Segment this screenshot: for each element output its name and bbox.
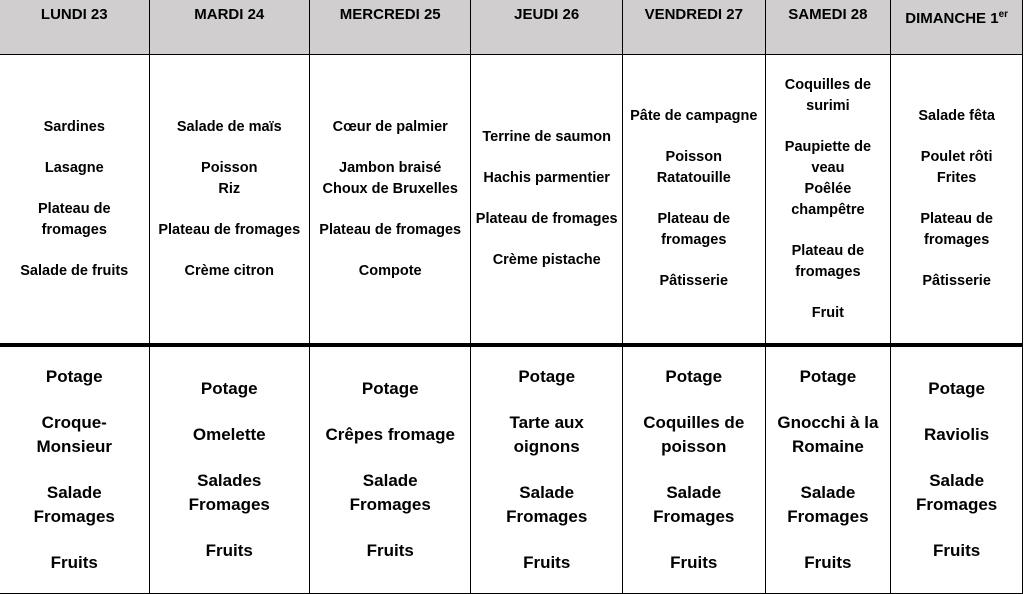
dinner-dish: Potage — [799, 367, 857, 386]
dinner-dish: Fruits — [804, 553, 852, 572]
lunch-cell — [765, 55, 891, 346]
lunch-dish: Plateau de fromages — [920, 211, 993, 248]
lunch-dish: Plateau de fromages — [319, 221, 462, 238]
dinner-dish: Potage — [200, 379, 258, 398]
lunch-dish: Cœur de palmier — [332, 118, 448, 135]
dinner-dish: Fruits — [50, 553, 98, 572]
lunch-dish: Plateau de fromages — [38, 200, 111, 238]
lunch-dish: Fruit — [811, 304, 845, 321]
lunch-dish: Paupiette de veau Poêlée champêtre — [784, 138, 872, 218]
lunch-row — [0, 55, 1023, 346]
dinner-dish: Salade Fromages — [349, 471, 431, 514]
day-label: DIMANCHE 1 — [905, 10, 999, 27]
dinner-dish: Coquilles de poisson — [643, 413, 745, 456]
lunch-dish: Plateau de fromages — [158, 221, 301, 238]
dinner-dish: Fruits — [366, 541, 414, 560]
dinner-dish: Salade Fromages — [787, 483, 869, 526]
dinner-dish: Salade Fromages — [506, 483, 588, 526]
day-label: LUNDI 23 — [40, 6, 108, 23]
day-label-suffix: er — [998, 9, 1009, 20]
dinner-dish: Fruits — [205, 541, 253, 560]
day-header — [309, 0, 470, 55]
dinner-dish: Salade Fromages — [916, 471, 998, 514]
lunch-dish: Poulet rôti Frites — [920, 149, 993, 186]
dinner-dish: Gnocchi à la Romaine — [777, 413, 879, 456]
dinner-cell — [891, 345, 1023, 594]
lunch-cell — [0, 55, 149, 346]
day-label: VENDREDI 27 — [644, 6, 743, 23]
day-label: MERCREDI 25 — [339, 6, 441, 23]
dinner-cell — [309, 345, 470, 594]
day-header — [0, 0, 149, 55]
lunch-cell — [149, 55, 309, 346]
lunch-dish: Crème citron — [184, 262, 274, 279]
dinner-dish: Tarte aux oignons — [509, 413, 584, 456]
lunch-dish: Pâte de campagne — [630, 108, 758, 124]
lunch-dish: Pâtisserie — [659, 273, 729, 289]
lunch-dish: Poisson Riz — [201, 159, 258, 197]
dinner-cell — [0, 345, 149, 594]
dinner-dish: Omelette — [192, 425, 266, 444]
day-header — [149, 0, 309, 55]
dinner-cell — [471, 345, 623, 594]
day-header — [471, 0, 623, 55]
lunch-dish: Hachis parmentier — [483, 170, 610, 186]
lunch-cell — [891, 55, 1023, 346]
dinner-dish: Potage — [361, 379, 419, 398]
dinner-dish: Salades Fromages — [188, 471, 270, 514]
lunch-dish: Poisson Ratatouille — [656, 149, 731, 186]
dinner-dish: Salade Fromages — [653, 483, 735, 526]
dinner-dish: Fruits — [933, 541, 981, 560]
lunch-dish: Pâtisserie — [922, 273, 991, 289]
lunch-dish: Lasagne — [44, 159, 104, 176]
lunch-dish: Terrine de saumon — [482, 129, 612, 145]
dinner-row — [0, 345, 1023, 594]
lunch-cell — [622, 55, 765, 346]
dinner-dish: Potage — [518, 367, 576, 386]
lunch-dish: Plateau de fromages — [657, 211, 731, 248]
dinner-cell — [622, 345, 765, 594]
day-header — [891, 0, 1023, 55]
dinner-dish: Crêpes fromage — [325, 425, 455, 444]
header-row — [0, 0, 1023, 55]
lunch-cell — [309, 55, 470, 346]
lunch-dish: Salade de maïs — [176, 118, 282, 135]
dinner-cell — [765, 345, 891, 594]
dinner-dish: Croque-Monsieur — [36, 413, 113, 456]
lunch-cell — [471, 55, 623, 346]
lunch-dish: Plateau de fromages — [475, 211, 618, 227]
lunch-dish: Plateau de fromages — [791, 242, 865, 280]
dinner-dish: Potage — [665, 367, 723, 386]
day-header — [765, 0, 891, 55]
lunch-dish: Compote — [358, 262, 422, 279]
dinner-dish: Salade Fromages — [33, 483, 115, 526]
dinner-cell — [149, 345, 309, 594]
dinner-dish: Fruits — [670, 553, 718, 572]
lunch-dish: Salade de fruits — [20, 262, 129, 279]
day-header — [622, 0, 765, 55]
dinner-dish: Potage — [928, 379, 985, 398]
day-label: MARDI 24 — [194, 6, 265, 23]
dinner-dish: Potage — [45, 367, 103, 386]
day-label: JEUDI 26 — [514, 6, 580, 23]
dinner-dish: Fruits — [523, 553, 571, 572]
lunch-dish: Coquilles de surimi — [784, 76, 872, 114]
lunch-dish: Salade fêta — [918, 108, 995, 124]
lunch-dish: Crème pistache — [492, 252, 601, 268]
dinner-dish: Raviolis — [924, 425, 990, 444]
lunch-dish: Sardines — [43, 118, 105, 135]
day-label: SAMEDI 28 — [788, 6, 868, 23]
lunch-dish: Jambon braisé Choux de Bruxelles — [322, 159, 458, 197]
